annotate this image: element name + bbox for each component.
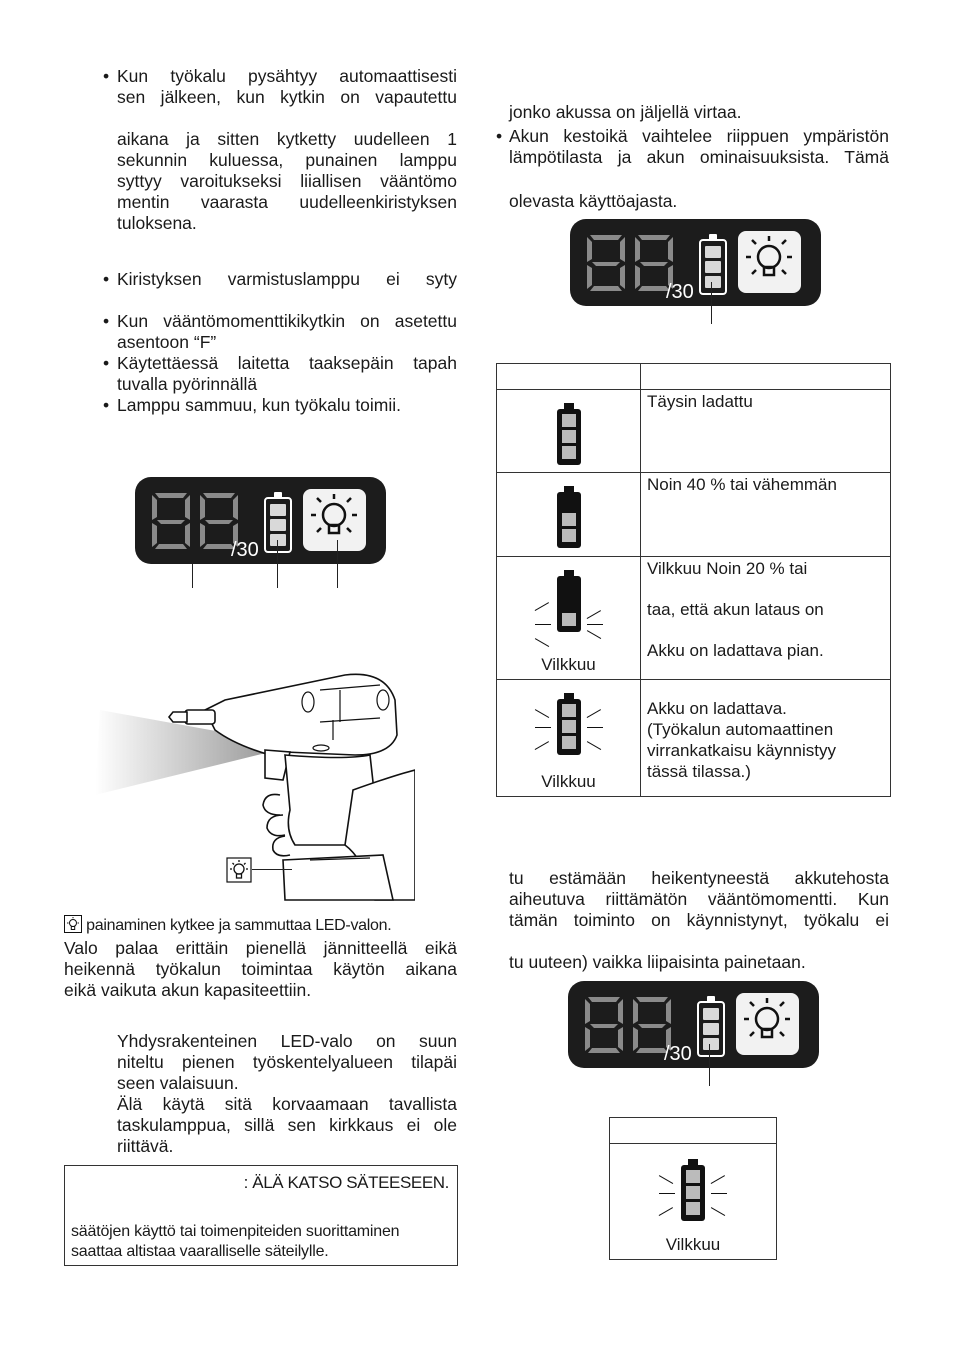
text-cell <box>641 557 891 680</box>
warning-line: säätöjen käyttö tai toimenpiteiden suorittaminen <box>71 1223 400 1240</box>
level-text: taa, että akun lataus on <box>647 600 824 619</box>
auto-stop-continuation <box>117 129 457 234</box>
battery-intro-line: jonko akussa on jäljellä virtaa. <box>509 102 742 122</box>
battery-two-cells-icon <box>557 492 581 548</box>
bullet-line: Lamppu sammuu, kun työkalu toimii. <box>117 395 402 415</box>
battery-gauge <box>697 1001 725 1057</box>
battery-gauge <box>264 497 292 553</box>
header-cell <box>641 364 891 390</box>
table-row <box>610 1144 777 1260</box>
battery-blinking-icon <box>557 699 581 755</box>
table-row <box>497 473 891 557</box>
warning-box <box>64 1165 458 1266</box>
battery-life-cont: olevasta käyttöajasta. <box>509 191 678 211</box>
auto-stop-cont-line: mentin vaarasta uudelleenkiristyksen <box>117 192 457 212</box>
level-text: Vilkkuu Noin 20 % tai <box>647 559 808 578</box>
tightening-lamp <box>736 993 799 1055</box>
warning-text <box>71 1222 455 1262</box>
table-header-row <box>610 1118 777 1144</box>
display-panel-right-top <box>570 219 821 306</box>
bullet-list <box>103 311 457 416</box>
display-suffix: /30 <box>666 281 694 303</box>
leader-line <box>711 282 712 324</box>
table-header-row <box>497 364 891 390</box>
led-para-line: Valo palaa erittäin pienellä jännitteellä eikä <box>64 938 457 958</box>
bullet-line: Käytettäessä laitetta taaksepäin tapah <box>117 353 457 373</box>
table-row <box>497 680 891 797</box>
display-panel-right-bottom <box>568 981 819 1068</box>
text-cell <box>641 473 891 557</box>
icon-cell <box>497 557 641 680</box>
note-line: seen valaisuun. <box>117 1073 239 1093</box>
tightening-lamp <box>303 489 366 551</box>
blink-table <box>609 1117 777 1260</box>
table-row <box>497 390 891 473</box>
lamp-icon <box>736 993 799 1055</box>
bullet-line: tuvalla pyörinnällä <box>117 374 258 394</box>
life-line: lämpötilasta ja akun ominaisuuksista. Tämä <box>509 147 889 167</box>
icon-cell <box>497 680 641 797</box>
led-paragraph <box>64 938 457 1001</box>
level-text: Akku on ladattava pian. <box>647 641 824 660</box>
led-button-icon <box>226 857 252 883</box>
icon-cell <box>610 1144 777 1260</box>
battery-level-table <box>496 363 891 797</box>
lamp-icon <box>303 489 366 551</box>
bullet-item: • Käytettäessä laitetta taaksepäin tapah tuvalla pyörinnällä <box>103 353 457 394</box>
auto-stop-cont-line: sekunnin kuluessa, punainen lamppu <box>117 150 457 170</box>
header-cell <box>497 364 641 390</box>
protect-line: tämän toiminto on käynnistynyt, työkalu ei <box>509 910 889 930</box>
leader-line <box>337 540 338 588</box>
protect-line: tu estämään heikentyneestä akkutehosta <box>509 868 889 888</box>
icon-cell <box>497 473 641 557</box>
protection-paragraph <box>509 868 889 931</box>
level-text: Täysin ladattu <box>647 392 753 411</box>
auto-stop-line: sen jälkeen, kun kytkin on vapautettu <box>117 87 457 107</box>
leader-line <box>709 1044 710 1086</box>
display-suffix: /30 <box>231 539 259 561</box>
auto-stop-cont-line: tuloksena. <box>117 213 197 233</box>
bullet-item: • Kun vääntömomenttikikytkin on asetettu asentoon “F” <box>103 311 457 352</box>
bullet-line: asentoon “F” <box>117 332 217 352</box>
text-cell <box>641 390 891 473</box>
blink-label: Vilkkuu <box>665 1235 721 1254</box>
battery-one-cell-blinking-icon <box>557 576 581 632</box>
tightening-lamp <box>738 231 801 293</box>
note-line: Yhdysrakenteinen LED-valo on suun <box>117 1031 457 1051</box>
auto-stop-cont-line: aikana ja sitten kytketty uudelleen 1 <box>117 129 457 149</box>
led-small-icon <box>64 915 82 933</box>
level-text: virrankatkaisu käynnistyy <box>647 741 836 760</box>
led-note <box>117 1031 457 1157</box>
auto-stop-line: Kun työkalu pysähtyy automaattisesti <box>117 66 457 86</box>
lamp-icon <box>738 231 801 293</box>
battery-gauge <box>699 239 727 295</box>
note-line: taskulamppua, sillä sen kirkkaus ei ole <box>117 1115 457 1135</box>
leader-line <box>192 564 193 588</box>
leader-line <box>252 869 292 870</box>
protect-line: aiheutuva riittämätön vääntömomentti. Kun <box>509 889 889 909</box>
seven-segment-digits <box>584 233 679 293</box>
leader-line <box>277 540 278 588</box>
lamp-off-title: • Kiristyksen varmistuslamppu ei syty <box>103 269 457 289</box>
level-text: Akku on ladattava. <box>647 699 787 718</box>
bullet-line: Kun vääntömomenttikikytkin on asetettu <box>117 311 457 331</box>
led-para-line: heikennä työkalun toimintaa käytön aikana <box>64 959 457 979</box>
protection-cont: tu uuteen) vaikka liipaisinta painetaan. <box>509 952 806 972</box>
display-panel-left <box>135 477 386 564</box>
header-cell <box>610 1118 777 1144</box>
warning-line: saattaa altistaa vaaralliselle säteilylle. <box>71 1243 329 1260</box>
note-line: Älä käytä sitä korvaamaan tavallista <box>117 1094 457 1114</box>
icon-cell <box>497 390 641 473</box>
seven-segment-digits <box>582 995 677 1055</box>
table-row <box>497 557 891 680</box>
battery-full-icon <box>557 409 581 465</box>
led-caption <box>64 915 391 936</box>
battery-blinking-icon <box>681 1165 705 1221</box>
led-para-line: eikä vaikuta akun kapasiteettiin. <box>64 980 312 1000</box>
note-line: niteltu pienen työskentelyalueen tilapäi <box>117 1052 457 1072</box>
led-caption-text: painaminen kytkee ja sammuttaa LED-valon. <box>86 917 392 934</box>
bullet-item: • Lamppu sammuu, kun työkalu toimii. <box>117 395 457 416</box>
level-text: Noin 40 % tai vähemmän <box>647 475 837 494</box>
warning-heading: : ÄLÄ KATSO SÄTEESEEN. <box>243 1173 449 1192</box>
note-line: riittävä. <box>117 1136 174 1156</box>
battery-life-paragraph: • Akun kestoikä vaihtelee riippuen ympäristön lämpötilasta ja akun ominaisuuksista. Tämä <box>496 126 889 167</box>
auto-stop-paragraph: • Kun työkalu pysähtyy automaattisesti sen jälkeen, kun kytkin on vapautettu <box>103 66 457 107</box>
level-text: tässä tilassa.) <box>647 762 751 781</box>
blink-label: Vilkkuu <box>541 655 596 674</box>
life-line: Akun kestoikä vaihtelee riippuen ympäristön <box>509 126 889 146</box>
auto-stop-cont-line: syttyy varoitukseksi liiallisen vääntömo <box>117 171 457 191</box>
text-cell <box>641 680 891 797</box>
seven-segment-digits <box>149 491 244 551</box>
level-text: (Työkalun automaattinen <box>647 720 834 739</box>
blink-label: Vilkkuu <box>541 772 596 791</box>
display-suffix: /30 <box>664 1043 692 1065</box>
